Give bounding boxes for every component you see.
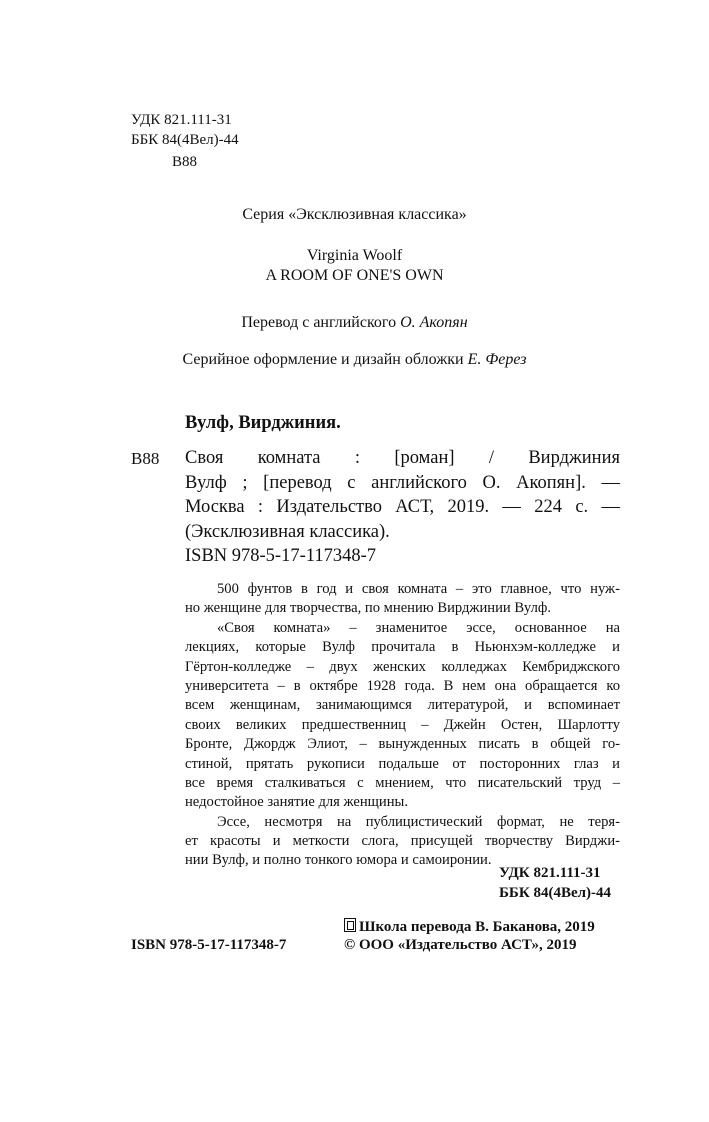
annotation-line: но женщине для творчества, по мнению Вирджинии Вулф. bbox=[185, 600, 551, 617]
annotation-line: недостойное занятие для женщины. bbox=[185, 794, 408, 811]
series-title: Серия «Эксклюзивная классика» bbox=[242, 206, 467, 223]
translator-prefix: Перевод с английского bbox=[241, 314, 401, 331]
annotation-line: нии Вулф, и полно тонкого юмора и самоиронии. bbox=[185, 852, 492, 869]
copyright-line-1 bbox=[344, 918, 595, 936]
annotation-line: 500 фунтов в год и своя комната – это главное, что нуж- bbox=[217, 581, 620, 597]
annotation-line: всем женщинам, занимающимся литературой, и вспоминает bbox=[185, 697, 620, 714]
designer-line bbox=[0, 350, 709, 370]
annotation-line: Гёртон-колледже – двух женских колледжах Кембриджского bbox=[185, 658, 620, 675]
catalog-heading: Вулф, Вирджиния. bbox=[185, 413, 341, 433]
udk-code: УДК 821.111-31 bbox=[131, 112, 232, 128]
annotation-line: лекциях, которые Вулф прочитала в Ньюнхэм-колледже и bbox=[185, 639, 620, 656]
catalog-line: Вулф ; [перевод с английского О. Акопян]. — bbox=[185, 472, 620, 493]
footer-udk: УДК 821.111-31 bbox=[499, 865, 601, 881]
catalog-mark: В88 bbox=[131, 449, 160, 468]
annotation-line: все время сталкиваться с мнением, что писательский труд – bbox=[185, 774, 620, 791]
annotation bbox=[185, 580, 620, 871]
original-author: Virginia Woolf bbox=[306, 247, 403, 264]
annotation-line: Эссе, несмотря на публицистический формат, не теря- bbox=[217, 813, 620, 830]
annotation-line: своих великих предшественниц – Джейн Остен, Шарлотту bbox=[185, 716, 620, 733]
bbk-code: ББК 84(4Вел)-44 bbox=[131, 132, 239, 148]
catalog-description bbox=[185, 446, 620, 569]
annotation-line: ет красоты и меткости слога, присущей творчеству Вирджи- bbox=[185, 833, 620, 850]
footer-bbk: ББК 84(4Вел)-44 bbox=[499, 885, 612, 901]
catalog-line: Москва : Издательство АСТ, 2019. — 224 с. — bbox=[185, 497, 620, 517]
annotation-line: «Своя комната» – знаменитое эссе, основанное на bbox=[217, 619, 620, 636]
original-title: A ROOM OF ONE'S OWN bbox=[265, 267, 444, 284]
catalog-isbn: ISBN 978-5-17-117348-7 bbox=[185, 546, 376, 566]
designer-name: Е. Ферез bbox=[467, 351, 527, 368]
translator-name: О. Акопян bbox=[400, 314, 468, 331]
copyright-line-2: © ООО «Издательство АСТ», 2019 bbox=[344, 937, 577, 953]
annotation-line: Бронте, Джордж Элиот, – вынужденных писать в общей го- bbox=[185, 736, 620, 753]
copyright-mark-icon bbox=[344, 918, 356, 932]
catalog-line: (Эксклюзивная классика). bbox=[185, 521, 390, 542]
translator-line bbox=[0, 313, 709, 333]
copyright-isbn: ISBN 978-5-17-117348-7 bbox=[131, 937, 287, 953]
author-mark: В88 bbox=[172, 154, 198, 170]
annotation-line: университета – в октябре 1928 года. В нем она обращается ко bbox=[185, 677, 620, 694]
designer-prefix: Серийное оформление и дизайн обложки bbox=[182, 351, 468, 368]
catalog-line: Своя комната : [роман] / Вирджиния bbox=[185, 448, 620, 468]
annotation-line: стиной, прятать рукописи подальше от посторонних глаз и bbox=[185, 755, 620, 772]
copyright-school: Школа перевода В. Баканова, 2019 bbox=[359, 919, 595, 935]
